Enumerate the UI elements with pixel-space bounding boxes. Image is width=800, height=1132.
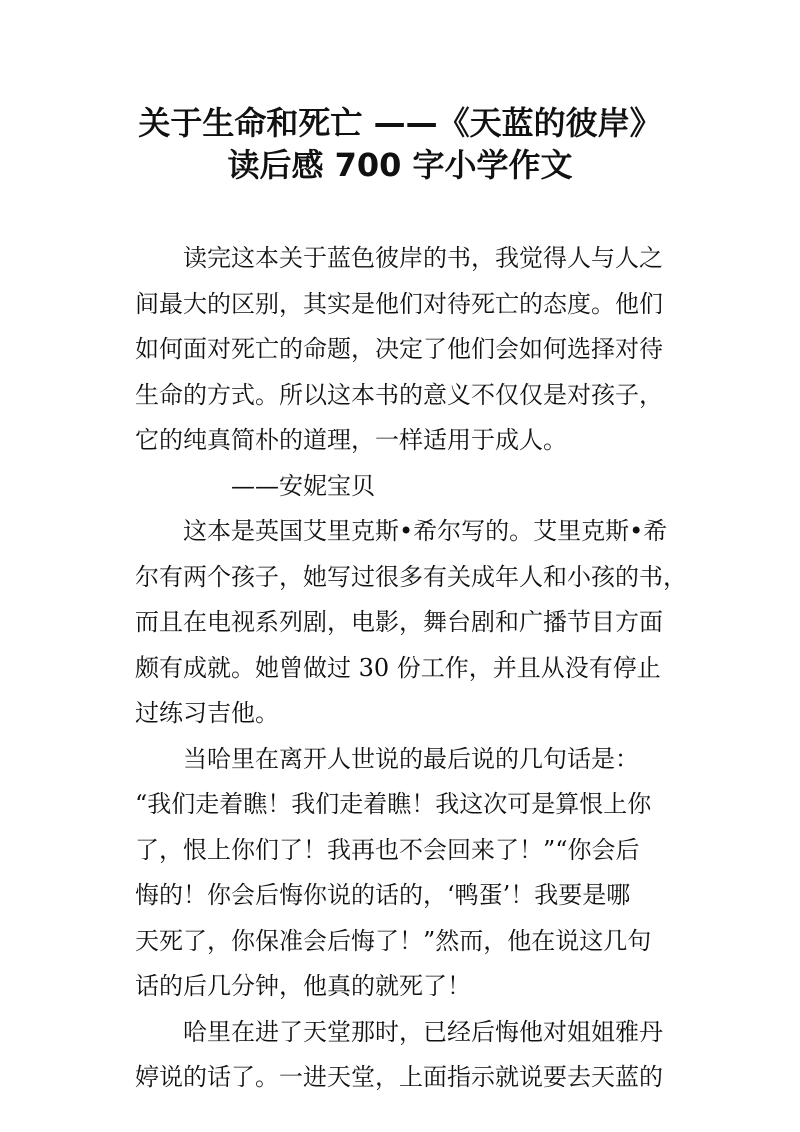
paragraph-line: 悔的！你会后悔你说的话的，‘鸭蛋’！我要是哪 [135,881,631,909]
paragraph-line: 了，恨上你们了！我再也不会回来了！”“你会后 [135,835,640,864]
paragraph-line: 尔有两个孩子，她写过很多有关成年人和小孩的书， [135,562,687,591]
paragraph-line: 生命的方式。所以这本书的意义不仅仅是对孩子， [135,380,663,409]
paragraph-line: 而且在电视系列剧，电影，舞台剧和广播节目方面 [135,608,663,636]
paragraph-line: 当哈里在离开人世说的最后说的几句话是： [183,744,639,773]
paragraph-line: 这本是英国艾里克斯•希尔写的。艾里克斯•希 [183,517,668,545]
paragraph-line: 婷说的话了。一进天堂，上面指示就说要去天蓝的 [135,1063,663,1091]
title-line-1: 关于生命和死亡 ——《天蓝的彼岸》 [138,104,662,142]
paragraph-line: 间最大的区别，其实是他们对待死亡的态度。他们 [135,289,663,318]
paragraph-line: 读完这本关于蓝色彼岸的书，我觉得人与人之 [183,244,663,272]
article-body [135,236,687,1101]
quote-attribution: ——安妮宝贝 [231,471,375,500]
paragraph-line: 它的纯真简朴的道理，一样适用于成人。 [135,426,567,454]
paragraph-line: 话的后几分钟，他真的就死了！ [135,972,471,1000]
paragraph-line: 哈里在进了天堂那时，已经后悔他对姐姐雅丹 [183,1017,663,1046]
paragraph-line: “我们走着瞧！我们走着瞧！我这次可是算恨上你 [135,790,652,818]
paragraph-line: 颇有成就。她曾做过 30 份工作，并且从没有停止 [135,653,661,682]
title-line-2: 读后感 700 字小学作文 [227,146,573,184]
paragraph-line: 过练习吉他。 [135,699,279,727]
paragraph-line: 如何面对死亡的命题，决定了他们会如何选择对待 [135,335,663,363]
paragraph-line: 天死了，你保准会后悔了！”然而，他在说这几句 [135,926,652,955]
